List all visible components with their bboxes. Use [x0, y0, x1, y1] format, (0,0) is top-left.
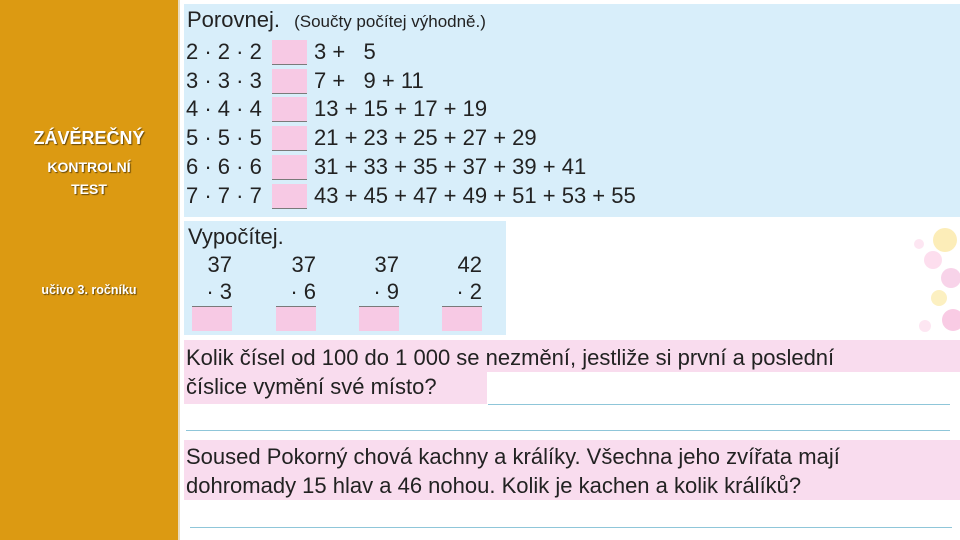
comparison-answer-slot[interactable] [272, 69, 307, 94]
multiplier: · 3 [206, 279, 232, 304]
comparison-answer-slot[interactable] [272, 126, 307, 151]
sidebar-line-2: KONTROLNÍ [47, 159, 131, 175]
multiplier: · 9 [373, 279, 399, 304]
multiplication-problem [190, 251, 232, 305]
product-expression: 3 · 3 · 3 [186, 68, 262, 93]
word-problem-1-line-2: číslice vymění své místo? [186, 374, 437, 399]
comparison-answer-slot[interactable] [272, 40, 307, 65]
calculate-title: Vypočítej. [188, 224, 284, 249]
product-answer-slot[interactable] [442, 306, 482, 331]
sum-expression: 31 + 33 + 35 + 37 + 39 + 41 [314, 154, 587, 179]
product-expression: 2 · 2 · 2 [186, 39, 262, 64]
sidebar-grade: učivo 3. ročníku [41, 283, 137, 297]
sidebar [0, 0, 180, 540]
comparison-answer-slot[interactable] [272, 184, 307, 209]
word-problem-2-line-2: dohromady 15 hlav a 46 nohou. Kolik je kachen a kolik králíků? [186, 473, 802, 498]
sidebar-subtitle-block [0, 156, 178, 200]
multiplication-problem [440, 251, 482, 305]
sidebar-line-3: TEST [71, 181, 107, 197]
product-expression: 5 · 5 · 5 [186, 125, 262, 150]
product-expression: 4 · 4 · 4 [186, 96, 262, 121]
answer-line[interactable] [186, 430, 950, 431]
sum-expression: 43 + 45 + 47 + 49 + 51 + 53 + 55 [314, 183, 636, 208]
sum-expression: 3 + 5 [314, 39, 376, 64]
word-problem-1 [186, 343, 956, 401]
product-answer-slot[interactable] [192, 306, 232, 331]
sidebar-title: ZÁVĚREČNÝ [33, 128, 145, 148]
answer-line[interactable] [190, 527, 952, 528]
compare-title [187, 7, 486, 33]
sum-expression: 21 + 23 + 25 + 27 + 29 [314, 125, 537, 150]
product-answer-slot[interactable] [276, 306, 316, 331]
multiplicand: 37 [374, 252, 399, 277]
multiplicand: 37 [207, 252, 232, 277]
multiplicand: 37 [291, 252, 316, 277]
multiplicand: 42 [457, 252, 482, 277]
product-answer-slot[interactable] [359, 306, 399, 331]
comparison-answer-slot[interactable] [272, 97, 307, 122]
sum-expression: 7 + 9 + 11 [314, 68, 424, 93]
word-problem-2-line-1: Soused Pokorný chová kachny a králíky. Všechna jeho zvířata mají [186, 444, 840, 469]
compare-hint: (Součty počítej výhodně.) [294, 12, 486, 31]
answer-line[interactable] [488, 404, 950, 405]
word-problem-1-line-1: Kolik čísel od 100 do 1 000 se nezmění, jestliže si první a poslední [186, 345, 835, 370]
product-expression: 7 · 7 · 7 [186, 183, 262, 208]
word-problem-2 [186, 442, 956, 500]
decorative-splash-image [905, 220, 960, 340]
multiplication-problem [274, 251, 316, 305]
compare-title-text: Porovnej. [187, 7, 280, 32]
product-expression: 6 · 6 · 6 [186, 154, 262, 179]
multiplication-problem [357, 251, 399, 305]
comparison-answer-slot[interactable] [272, 155, 307, 180]
sum-expression: 13 + 15 + 17 + 19 [314, 96, 488, 121]
multiplier: · 6 [290, 279, 316, 304]
multiplier: · 2 [456, 279, 482, 304]
